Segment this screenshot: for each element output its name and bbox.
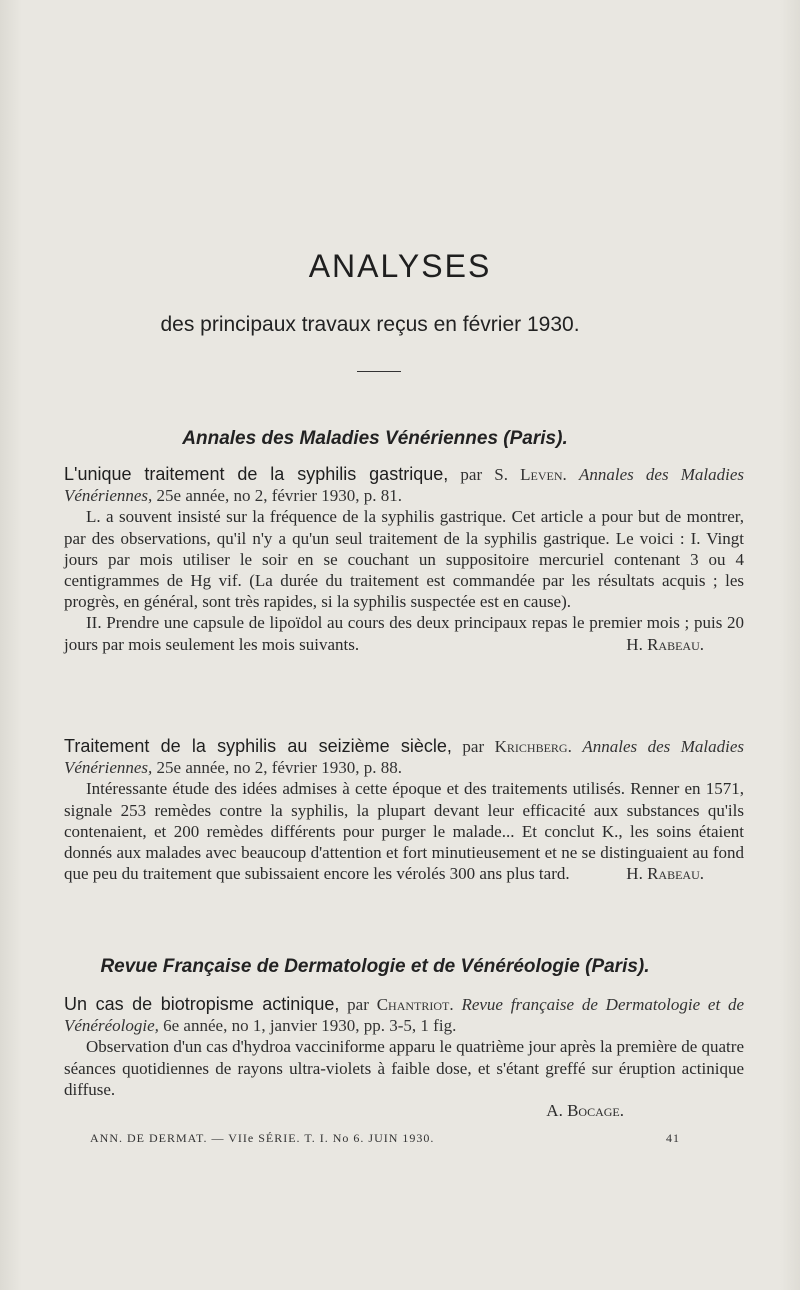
- article-paragraph: Intéressante étude des idées admises à cette époque et des traitements utilisés. Renner en 1571, signale 253 remèdes contre la syphilis, la plupart devant leur efficacité aux substances qu'ils contenaient, et 200 remèdes différents pour purger le malade... Et conclut K., les soins étaient donnés aux malades avec beaucoup d'attention et fort minutieusement et ne se distinguaient au fond que peu du traitement que subissaient encore les vérolés 300 ans plus tard.: [64, 779, 744, 884]
- article-2-citation: [64, 736, 744, 778]
- page-heading: ANALYSES: [308, 248, 492, 284]
- journal-heading-1: Annales des Maladies Vénériennes (Paris).: [182, 428, 568, 449]
- page-subheading: des principaux travaux reçus en février 1930.: [160, 313, 580, 336]
- article-author: Chantriot.: [376, 995, 454, 1014]
- article-2: [64, 736, 744, 885]
- article-3-citation: [64, 994, 744, 1036]
- article-title: L'unique traitement de la syphilis gastrique,: [64, 464, 449, 484]
- article-by: par: [347, 995, 369, 1014]
- page-footer: [90, 1131, 680, 1146]
- article-source: Revue française de Dermatologie et de Vénéréologie,: [64, 995, 745, 1036]
- article-details: 25e année, no 2, février 1930, p. 88.: [156, 758, 403, 778]
- article-details: 25e année, no 2, février 1930, p. 81.: [156, 486, 403, 506]
- article-source: Annales des Maladies Vénériennes,: [64, 737, 745, 778]
- article-paragraph: L. a souvent insisté sur la fréquence de la syphilis gastrique. Cet article a pour but de montrer, par des observations, qu'il n'y a qu'un seul traitement de la syphilis gastrique. Le voici : I. Vingt jours par mois utiliser le soir en se couchant un suppositoire mercuriel contenant 3 ou 4 centigrammes de Hg vif. (La durée du traitement est commandée par les résultats acquis ; les progrès, en général, sont très rapides, si la syphilis suspectée est en cause).: [64, 507, 744, 612]
- article-paragraph: Observation d'un cas d'hydroa vacciniforme apparu le quatrième jour après la première de quatre séances quotidiennes de rayons ultra-violets à faible dose, et s'étant greffé sur éruption actinique diffuse.: [64, 1037, 744, 1099]
- article-signature: H. Rabeau.: [626, 634, 704, 654]
- article-details: 6e année, no 1, janvier 1930, pp. 3-5, 1 fig.: [163, 1016, 457, 1036]
- article-by: par: [460, 465, 483, 484]
- page-number: 41: [666, 1131, 680, 1145]
- article-by: par: [462, 737, 485, 756]
- article-paragraph: II. Prendre une capsule de lipoïdol au cours des deux principaux repas le premier mois ; puis 20 jours par mois seulement les mois suivants.: [64, 613, 744, 654]
- article-author: S. Leven.: [494, 465, 567, 484]
- article-3: [64, 994, 744, 1121]
- article-signature: A. Bocage.: [546, 1101, 624, 1121]
- article-source: Annales des Maladies Vénériennes,: [64, 465, 745, 506]
- article-author: Krichberg.: [494, 737, 572, 756]
- footer-citation: ANN. DE DERMAT. — VIIe SÉRIE. T. I. No 6. JUIN 1930.: [90, 1131, 435, 1145]
- article-title: Un cas de biotropisme actinique,: [64, 994, 340, 1014]
- divider-rule: [357, 371, 401, 372]
- article-1-citation: [64, 464, 744, 506]
- article-signature: H. Rabeau.: [626, 864, 704, 884]
- article-title: Traitement de la syphilis au seizième siècle,: [64, 736, 452, 756]
- journal-heading-2: Revue Française de Dermatologie et de Vénéréologie (Paris).: [100, 956, 650, 977]
- article-1: [64, 464, 744, 655]
